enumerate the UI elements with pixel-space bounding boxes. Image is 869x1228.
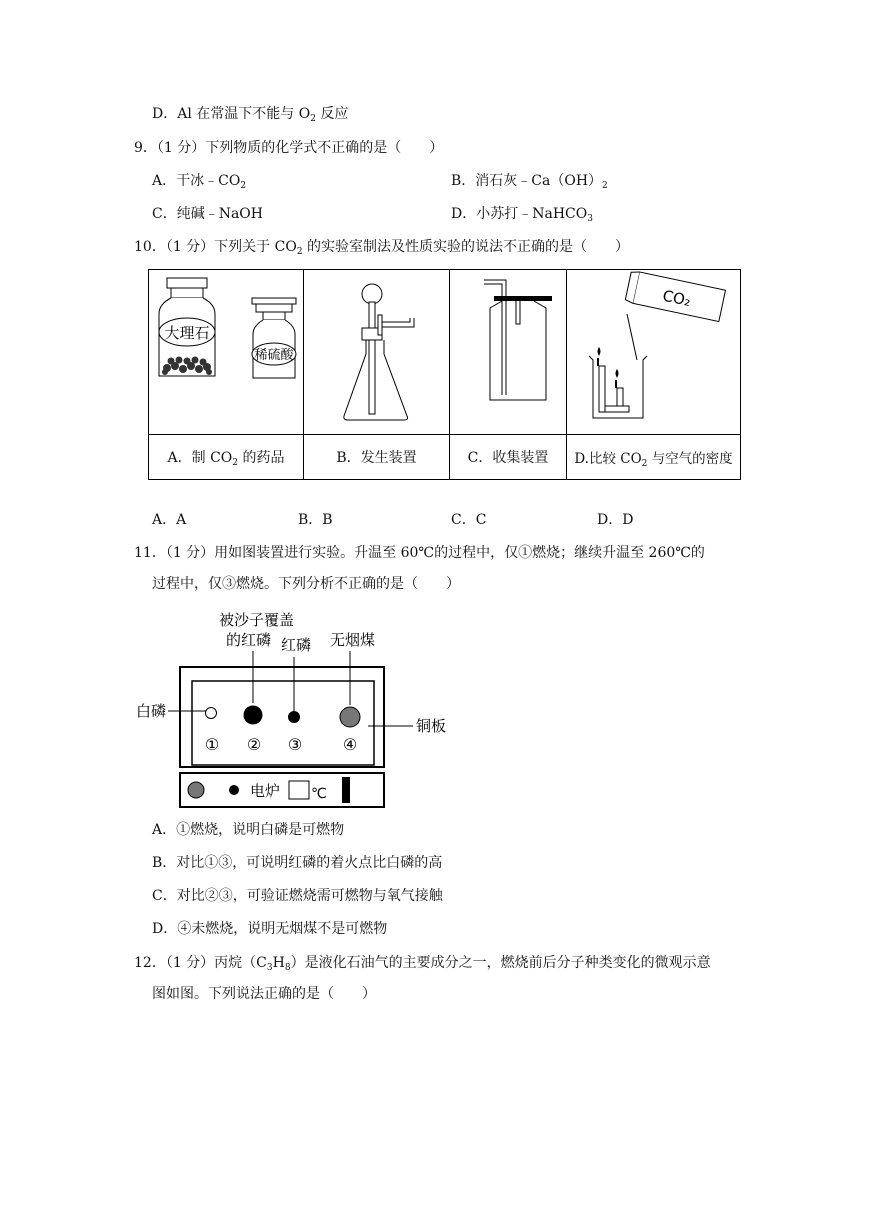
num-1: ① [204,735,220,754]
q11-stem-line1: 11．（1 分）用如图装置进行实验。升温至 60℃的过程中，仅①燃烧；继续升温至 260℃的 [134,545,705,561]
q11-option-c: C．对比②③，可验证燃烧需可燃物与氧气接触 [152,888,443,904]
generator-apparatus-figure [304,270,450,430]
q11-option-b: B．对比①③，可说明红磷的着火点比白磷的高 [152,855,443,871]
temperature-unit: ℃ [311,786,327,802]
combustion-figure [130,603,460,811]
collector-bottle-figure [450,270,567,430]
stove-knob-icon [188,782,204,798]
anthracite-sample [340,707,360,727]
caption-c: C．收集装置 [450,435,567,480]
q10-choice-b: B．B [298,512,333,528]
num-2: ② [246,735,262,754]
q9-option-b: B．消石灰$﹣Ca(OH)_2$ [451,173,608,191]
cell-reagents [149,270,304,435]
red-phosphorus-sample [288,711,300,723]
caption-a: A．制 $CO_2$ 的药品 [149,435,304,480]
q10-choice-a: A．A [152,512,187,528]
q11-option-d: D．④未燃烧，说明无烟煤不是可燃物 [152,921,388,937]
q12-stem-line2: 图如图。下列说法正确的是（ ） [152,986,376,1002]
q9-option-a: A．干冰$﹣CO_2$ [152,173,247,191]
q10-stem: 10．（1 分）下列关于 $CO_2$ 的实验室制法及性质实验的说法不正确的是（ ） [134,239,629,257]
stove-switch [342,777,350,803]
caption-b: B．发生装置 [304,435,450,480]
cell-density [567,270,741,435]
label-anthracite: 无烟煤 [330,631,376,649]
label-covered-line1: 被沙子覆盖 [219,611,295,629]
q12-stem-line1: 12．（1 分）丙烷$(C_3H_8)$是液化石油气的主要成分之一，燃烧前后分子种类变化的微观示意 [134,955,711,973]
label-white-phosphorus: 白磷 [136,702,167,720]
q11-stem-line2: 过程中，仅③燃烧。下列分析不正确的是（ ） [152,576,460,592]
q9-option-c: C．纯碱﹣NaOH [152,206,263,222]
reagent-bottles-figure [149,270,304,430]
label-red-phosphorus: 红磷 [281,636,312,654]
cell-collector [450,270,567,435]
num-4: ④ [342,735,358,754]
q9-stem: 9．（1 分）下列物质的化学式不正确的是（ ） [134,140,444,156]
q10-choice-d: D．D [597,512,634,528]
q9-option-d: D．小苏打﹣NaHCO$_3$ [451,206,593,224]
stove-label: 电炉 [250,782,281,800]
marble-label: 大理石 [164,324,210,342]
caption-d: D.比较 $CO_2$ 与空气的密度 [567,435,741,480]
cell-generator [304,270,450,435]
density-experiment-figure [567,270,741,430]
q10-choice-c: C．C [451,512,487,528]
white-phosphorus-sample [206,708,217,719]
covered-red-phosphorus-sample [244,706,263,725]
q8-option-d: D．Al 在常温下不能与 $O_2$ 反应 [152,106,349,124]
num-3: ③ [287,735,303,754]
q11-option-a: A．①燃烧，说明白磷是可燃物 [152,822,345,838]
stove-indicator-icon [229,785,239,795]
label-covered-line2: 的红磷 [226,631,272,649]
co2-label: CO₂ [661,286,693,311]
label-copper-plate: 铜板 [416,717,447,735]
acid-label: 稀硫酸 [254,348,294,363]
temperature-display [289,781,309,799]
apparatus-table [148,269,741,480]
